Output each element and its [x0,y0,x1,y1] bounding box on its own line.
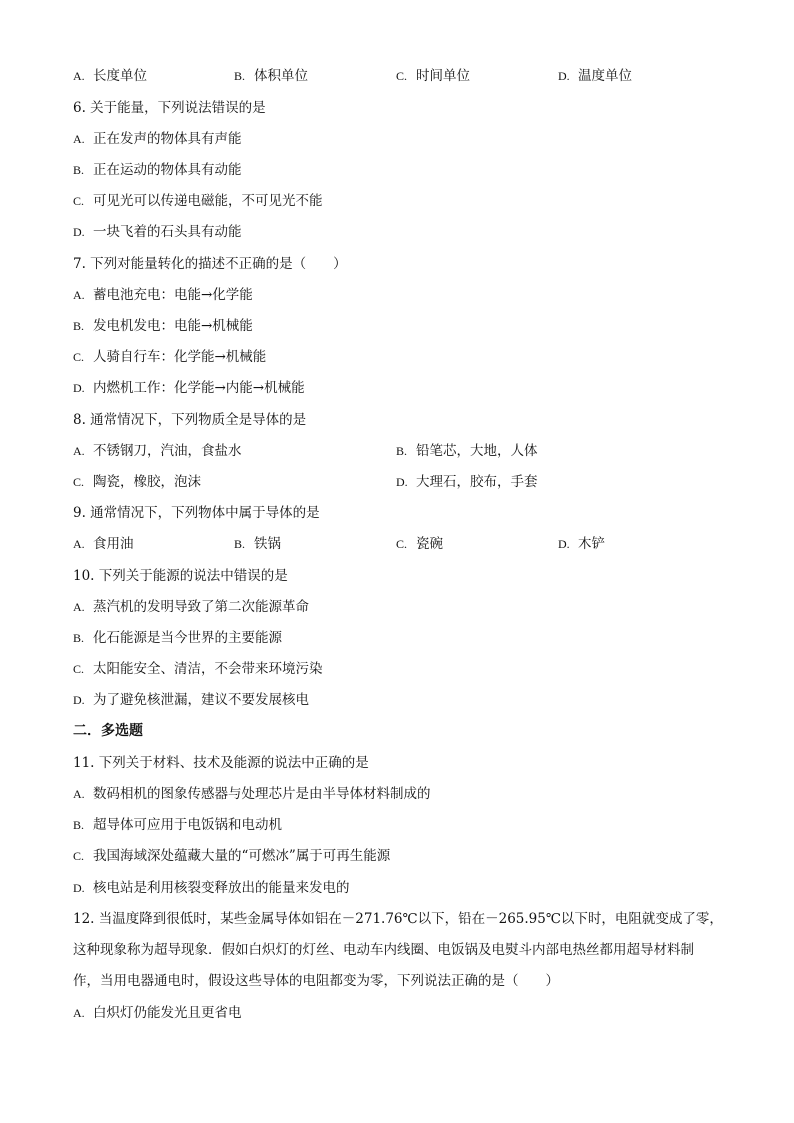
option-text: 陶瓷，橡胶，泡沫 [93,474,201,490]
option-letter: D. [558,69,570,83]
option-letter: D. [396,475,408,489]
option-text: 发电机发电：电能→机械能 [93,318,253,334]
option-letter: A. [73,787,85,801]
option-text: 我国海域深处蕴藏大量的“可燃冰”属于可再生能源 [93,848,391,864]
option-text: 时间单位 [416,68,470,84]
q9-option-d [558,534,605,554]
option-letter: D. [73,381,85,395]
q6-stem: 6. 关于能量，下列说法错误的是 [73,100,266,116]
q6-option-c [73,191,323,211]
q6-option-b [73,160,242,180]
q7-option-c [73,347,266,367]
option-text: 瓷碗 [416,536,443,552]
q9-stem: 9. 通常情况下，下列物体中属于导体的是 [73,505,320,521]
q9-option-c [396,534,443,554]
q10-stem: 10. 下列关于能源的说法中错误的是 [73,568,288,584]
option-letter: B. [396,444,408,458]
option-text: 白炽灯仍能发光且更省电 [93,1005,242,1021]
option-text: 长度单位 [93,68,147,84]
option-text: 正在运动的物体具有动能 [93,162,242,178]
q5-option-c [396,66,470,86]
q11-option-c [73,846,390,866]
q11-option-b [73,815,282,835]
q6-option-a [73,129,242,149]
q11-option-a [73,784,431,804]
option-text: 数码相机的图象传感器与处理芯片是由半导体材料制成的 [93,786,431,802]
option-letter: D. [558,537,570,551]
option-text: 化石能源是当今世界的主要能源 [93,630,282,646]
q12-stem-line-3: 作，当用电器通电时，假设这些导体的电阻都变为零，下列说法正确的是（ ） [73,973,559,989]
option-letter: B. [73,319,85,333]
q5-option-a [73,66,147,86]
option-text: 一块飞着的石头具有动能 [93,224,242,240]
option-text: 可见光可以传递电磁能，不可见光不能 [93,193,323,209]
q11-stem: 11. 下列关于材料、技术及能源的说法中正确的是 [73,755,369,771]
option-text: 蒸汽机的发明导致了第二次能源革命 [93,599,309,615]
q8-stem: 8. 通常情况下，下列物质全是导体的是 [73,412,307,428]
option-text: 太阳能安全、清洁，不会带来环境污染 [93,661,323,677]
option-letter: C. [396,69,408,83]
option-text: 蓄电池充电：电能→化学能 [93,287,253,303]
option-letter: A. [73,69,85,83]
q10-option-a [73,597,309,617]
option-text: 内燃机工作：化学能→内能→机械能 [93,380,305,396]
option-text: 正在发声的物体具有声能 [93,131,242,147]
option-letter: C. [73,849,85,863]
q7-option-b [73,316,253,336]
q12-stem-line-2: 这种现象称为超导现象．假如白炽灯的灯丝、电动车内线圈、电饭锅及电熨斗内部电热丝都用超导材料制 [73,942,694,958]
q7-option-d [73,378,305,398]
option-letter: D. [73,881,85,895]
option-letter: A. [73,288,85,302]
option-letter: C. [396,537,408,551]
q10-option-d [73,690,309,710]
q8-option-d [396,472,538,492]
option-letter: B. [234,537,246,551]
q10-option-b [73,628,282,648]
q12-stem-line-1: 12. 当温度降到很低时，某些金属导体如铝在－271.76℃以下，铅在－265.95℃以下时，电阻就变成了零， [73,911,723,927]
option-text: 为了避免核泄漏，建议不要发展核电 [93,692,309,708]
option-text: 大理石，胶布，手套 [416,474,538,490]
option-letter: D. [73,225,85,239]
option-letter: C. [73,194,85,208]
option-letter: A. [73,1006,85,1020]
q11-option-d [73,878,350,898]
option-text: 体积单位 [254,68,308,84]
option-letter: A. [73,600,85,614]
option-text: 温度单位 [578,68,632,84]
q8-option-b [396,441,538,461]
option-text: 不锈钢刀，汽油，食盐水 [93,443,242,459]
option-text: 核电站是利用核裂变释放出的能量来发电的 [93,880,350,896]
option-letter: D. [73,693,85,707]
option-letter: A. [73,132,85,146]
q7-option-a [73,285,253,305]
option-letter: B. [234,69,246,83]
q8-option-c [73,472,201,492]
option-letter: B. [73,631,85,645]
q7-stem: 7. 下列对能量转化的描述不正确的是（ ） [73,256,347,272]
section-heading: 二．多选题 [73,723,143,739]
q5-option-d [558,66,632,86]
option-letter: B. [73,818,85,832]
option-text: 人骑自行车：化学能→机械能 [93,349,267,365]
option-letter: B. [73,163,85,177]
option-text: 食用油 [93,536,134,552]
option-letter: C. [73,475,85,489]
option-letter: A. [73,444,85,458]
option-letter: A. [73,537,85,551]
option-text: 铅笔芯，大地，人体 [416,443,538,459]
option-text: 木铲 [578,536,605,552]
option-letter: C. [73,662,85,676]
q6-option-d [73,222,242,242]
option-letter: C. [73,350,85,364]
q12-option-a [73,1003,242,1023]
q10-option-c [73,659,323,679]
q9-option-b [234,534,281,554]
q5-option-b [234,66,308,86]
option-text: 铁锅 [254,536,281,552]
q9-option-a [73,534,134,554]
option-text: 超导体可应用于电饭锅和电动机 [93,817,282,833]
q8-option-a [73,441,242,461]
